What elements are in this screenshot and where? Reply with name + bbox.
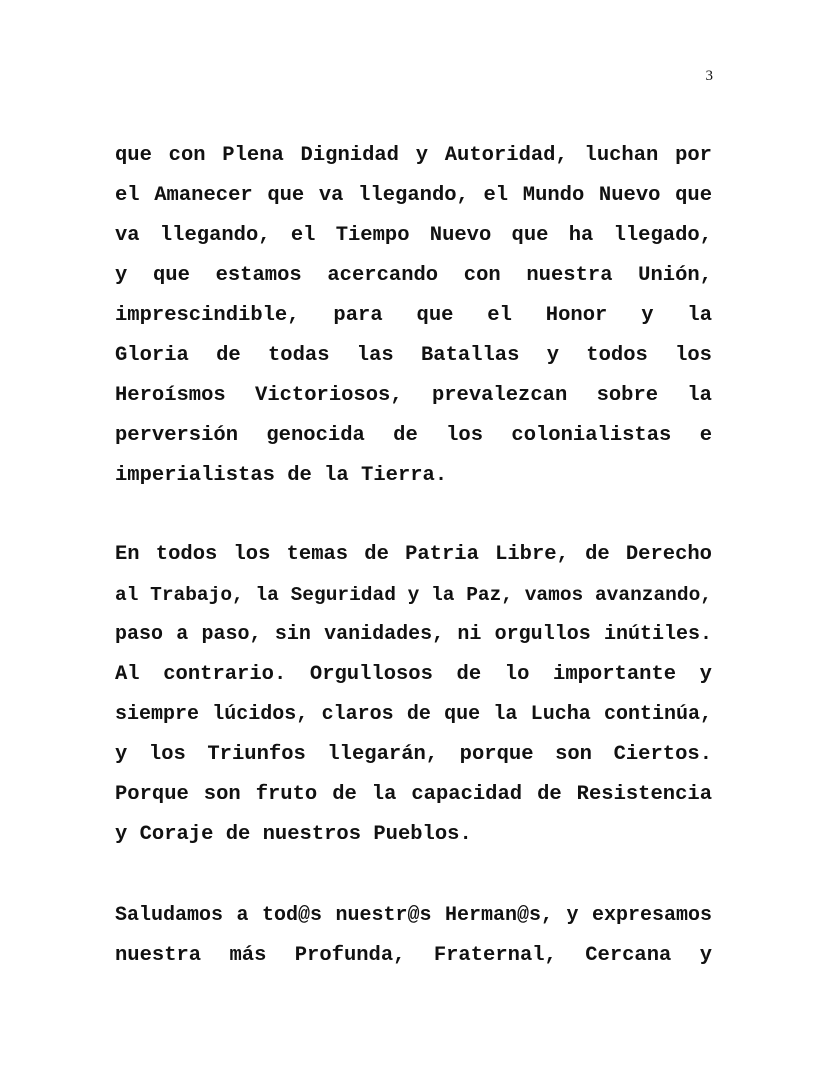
text-line: y que estamos acercando con nuestra Unión, — [115, 264, 712, 287]
paragraph-3 — [115, 896, 712, 976]
text-line: imprescindible, para que el Honor y la — [115, 304, 712, 327]
text-line: y los Triunfos llegarán, porque son Ciertos. — [115, 743, 712, 766]
text-line: perversión genocida de los colonialistas e — [115, 424, 712, 447]
text-line: que con Plena Dignidad y Autoridad, luchan por — [115, 144, 712, 167]
text-line: imperialistas de la Tierra. — [115, 464, 448, 487]
text-line: al Trabajo, la Seguridad y la Paz, vamos avanzando, — [115, 584, 712, 606]
text-line: va llegando, el Tiempo Nuevo que ha llegado, — [115, 224, 712, 247]
paragraph-1 — [115, 136, 712, 496]
page-number: 3 — [705, 68, 713, 84]
text-line: el Amanecer que va llegando, el Mundo Nuevo que — [115, 184, 712, 207]
paragraph-2 — [115, 535, 712, 855]
text-line: Porque son fruto de la capacidad de Resistencia — [115, 783, 712, 806]
text-line: Saludamos a tod@s nuestr@s Herman@s, y expresamos — [115, 904, 712, 927]
text-line: Al contrario. Orgullosos de lo importante y — [115, 663, 712, 686]
text-line: Gloria de todas las Batallas y todos los — [115, 344, 712, 367]
text-line: paso a paso, sin vanidades, ni orgullos inútiles. — [115, 623, 712, 646]
text-line: En todos los temas de Patria Libre, de Derecho — [115, 543, 712, 566]
text-line: y Coraje de nuestros Pueblos. — [115, 823, 472, 846]
text-line: nuestra más Profunda, Fraternal, Cercana y — [115, 944, 712, 967]
text-line: siempre lúcidos, claros de que la Lucha continúa, — [115, 703, 712, 726]
text-line: Heroísmos Victoriosos, prevalezcan sobre la — [115, 384, 712, 407]
